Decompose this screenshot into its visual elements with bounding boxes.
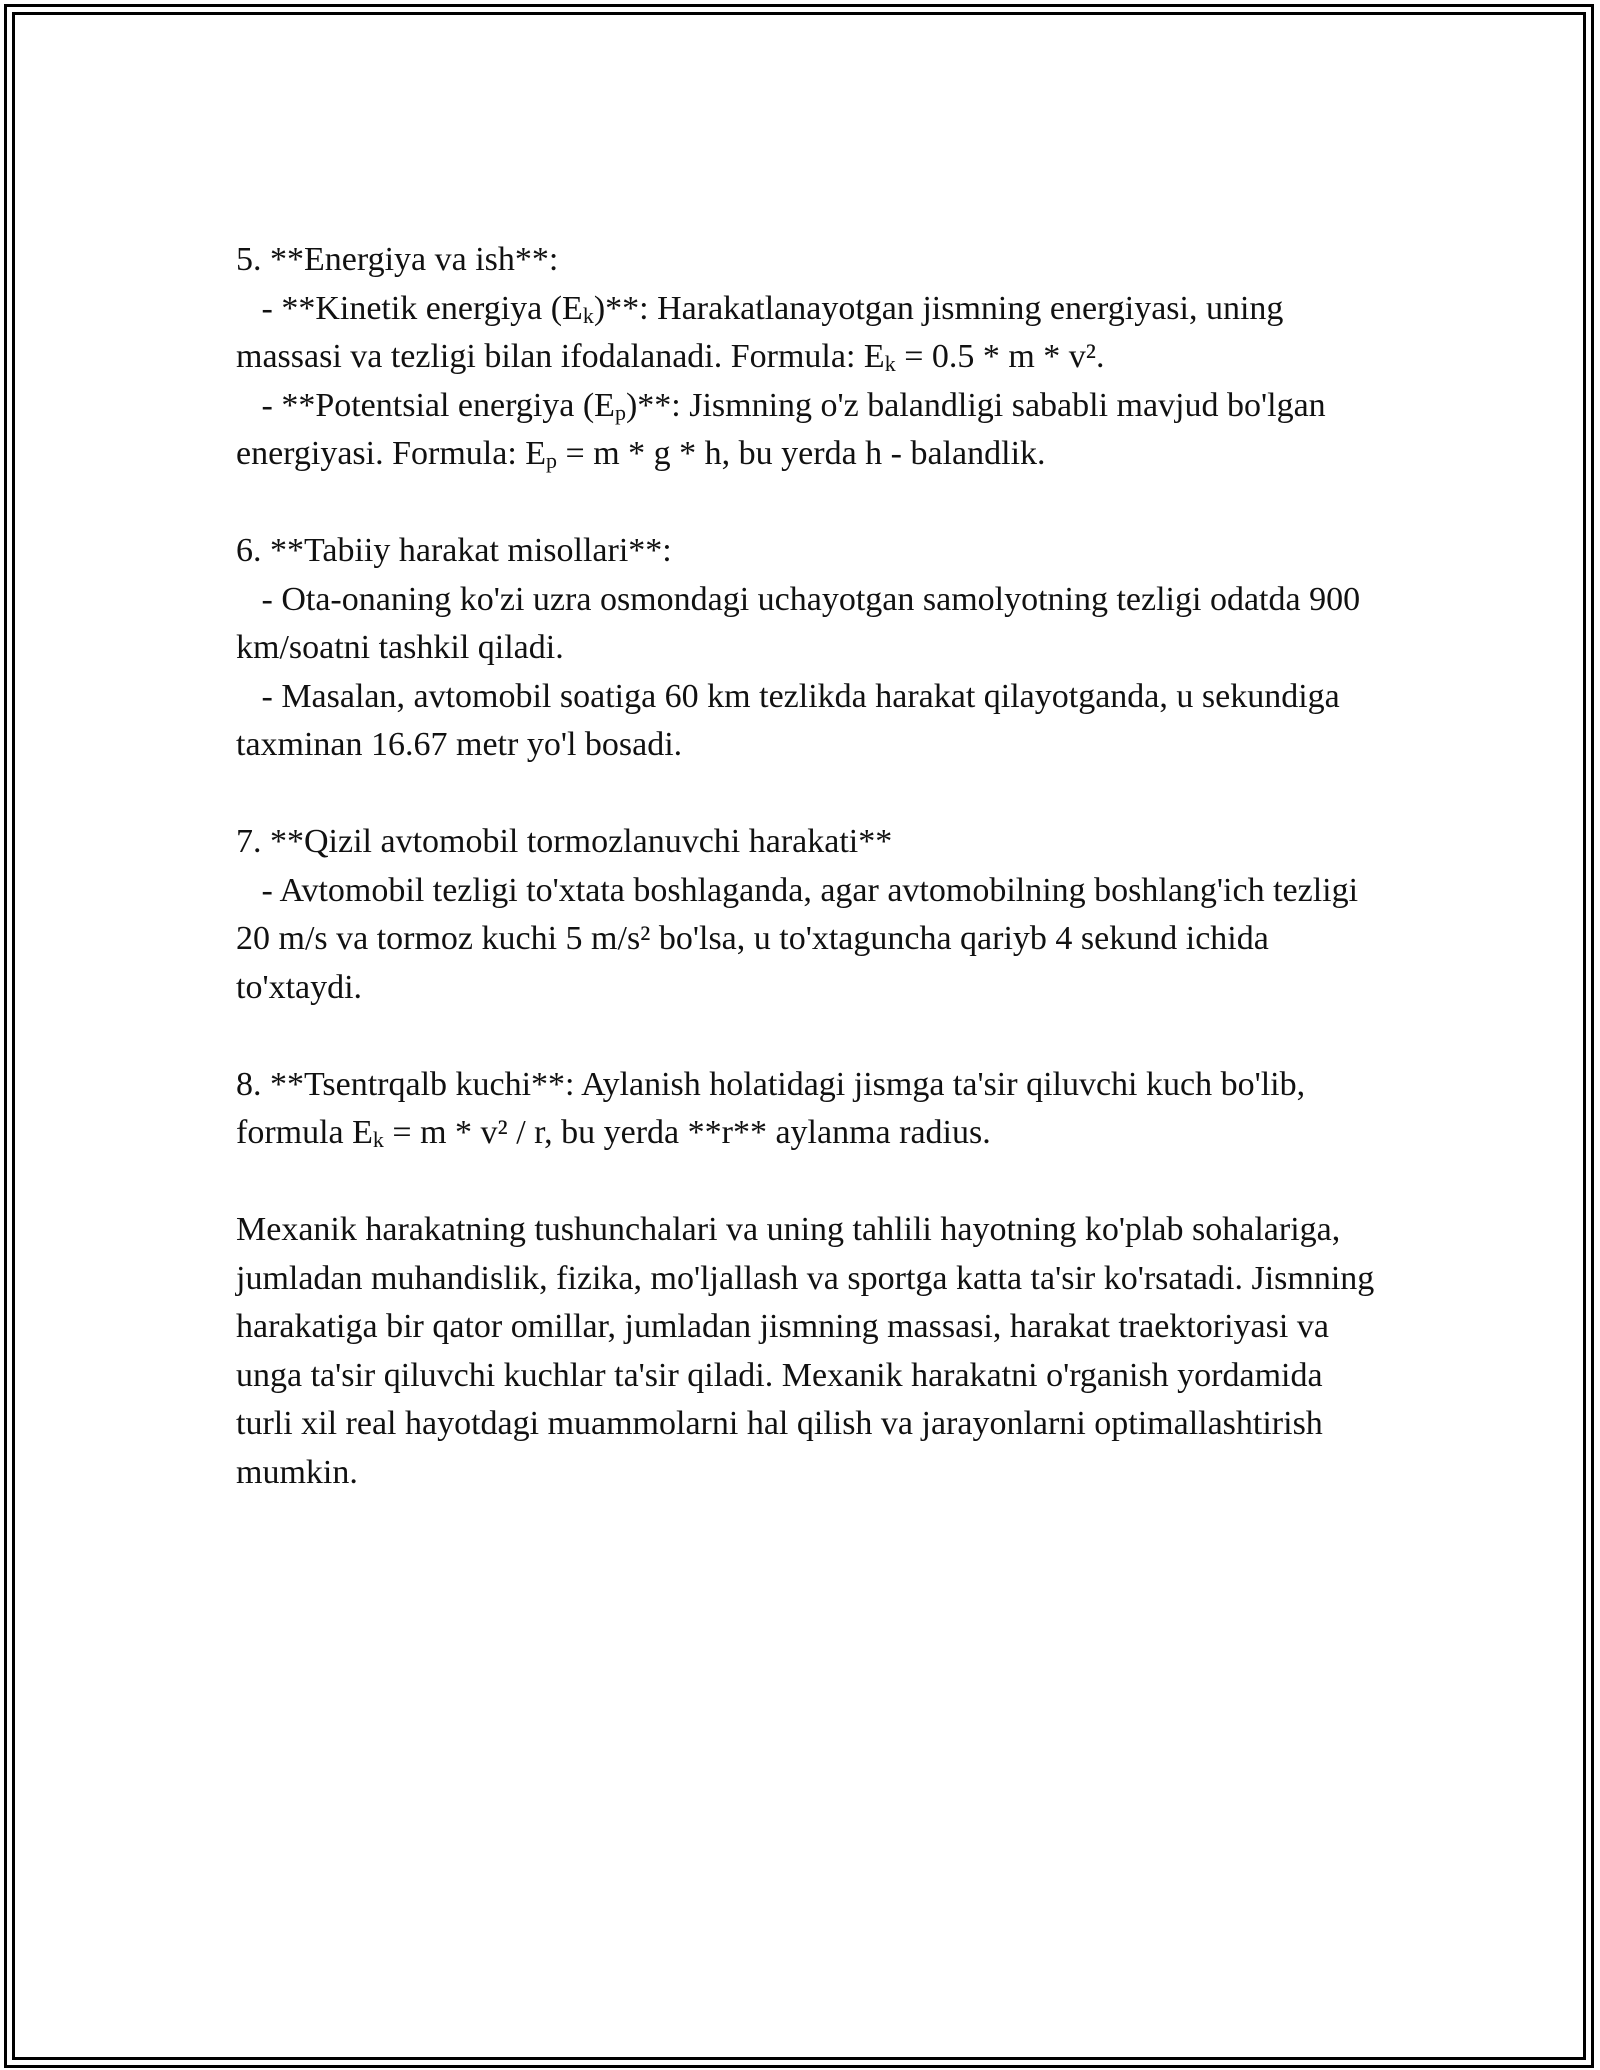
section-7-item-1: - Avtomobil tezligi to'xtata boshlaganda, agar avtomobilning boshlang'ich tezligi 20 m/s va tormoz kuchi 5 m/s² bo'lsa, u to'xtaguncha qariyb 4 sekund ichida to'xtaydi.: [236, 871, 1367, 1006]
section-5-heading: 5. **Energiya va ish**:: [236, 241, 559, 278]
section-8-subscript: k: [372, 1127, 384, 1152]
potential-subscript-1: p: [614, 399, 626, 425]
potential-text-mid: )**: Jismning o'z balandligi sababli mavjud bo'lgan energiyasi. Formula: E: [236, 386, 1335, 472]
paragraph-gap: [236, 1158, 1376, 1207]
paragraph-gap: [236, 1012, 1376, 1061]
kinetic-text-post: = 0.5 * m * v².: [895, 338, 1105, 375]
kinetic-subscript-2: k: [884, 351, 896, 376]
potential-subscript-2: p: [546, 448, 558, 473]
potential-energy-item: [236, 382, 1376, 479]
conclusion-paragraph: Mexanik harakatning tushunchalari va uning tahlili hayotning ko'plab sohalariga, jumladan muhandislik, fizika, mo'ljallash va sportga katta ta'sir ko'rsatadi. Jismning harakatiga bir qator omillar, jumladan jismning massasi, harakat traektoriyasi va unga ta'sir qiluvchi kuchlar ta'sir qiladi. Mexanik harakatni o'rganish yordamida turli xil real hayotdagi muammolarni hal qilish va jarayonlarni optimallashtirish mumkin.: [236, 1211, 1375, 1491]
section-8-text-pre: 8. **Tsentrqalb kuchi**: Aylanish holatidagi jismga ta'sir qiluvchi kuch bo'lib, formula E: [236, 1065, 1306, 1151]
section-7-heading: 7. **Qizil avtomobil tormozlanuvchi harakati**: [236, 823, 893, 860]
paragraph-gap: [236, 770, 1376, 819]
potential-text-pre: - **Potentsial energiya (E: [236, 386, 615, 424]
paragraph-gap: [236, 479, 1376, 528]
section-8-text-post: = m * v² / r, bu yerda **r** aylanma radius.: [383, 1114, 991, 1151]
section-6-item-1: - Ota-onaning ko'zi uzra osmondagi uchayotgan samolyotning tezligi odatda 900 km/soatni tashkil qiladi.: [236, 580, 1369, 666]
kinetic-text-mid: )**: Harakatlanayotgan jismning energiyasi, uning massasi va tezligi bilan ifodalanadi. Formula: E: [236, 289, 1292, 375]
section-8-paragraph: [236, 1061, 1376, 1158]
section-6-item-2: - Masalan, avtomobil soatiga 60 km tezlikda harakat qilayotganda, u sekundiga taxminan 16.67 metr yo'l bosadi.: [236, 677, 1349, 763]
kinetic-text-pre: - **Kinetik energiya (E: [236, 289, 583, 327]
document-body: [236, 236, 1376, 1497]
kinetic-energy-item: [236, 285, 1376, 382]
potential-text-post: = m * g * h, bu yerda h - balandlik.: [557, 435, 1046, 472]
kinetic-subscript-1: k: [582, 302, 594, 328]
section-6-heading: 6. **Tabiiy harakat misollari**:: [236, 532, 672, 569]
